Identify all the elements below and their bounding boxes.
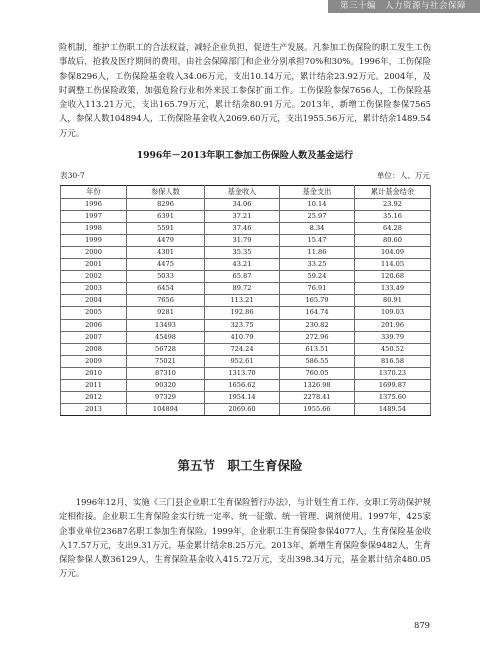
section-paragraph: 1996年12月，实施《三门县企业职工生育保险暂行办法》，与计划生育工作、女职工劳动保护规定相衔接。企业职工生育保险金实行统一定率、统一征缴、统一管理、调剂使用。1997年，425家企事业单位23687名职工参加生育保险。1999年，企业职工生育保险参保4077人，生育保险基金收入17.57万元，支出9.31万元，基金累计结余8.25万元。2013年，新增生育保险参保9482人，生育保险参保人数36129人，生育保险基金收入415.72万元，支出398.34万元，基金累计结余480.05万元。 bbox=[59, 497, 431, 579]
cell-income: 35.35 bbox=[205, 246, 280, 258]
cell-income: 34.06 bbox=[205, 198, 280, 210]
cell-expense: 272.96 bbox=[280, 331, 355, 343]
header-text: 第三十编 人力资源与社会保障 bbox=[339, 1, 466, 11]
cell-balance: 1370.23 bbox=[355, 367, 431, 379]
cell-expense: 586.55 bbox=[280, 355, 355, 367]
cell-expense: 76.91 bbox=[280, 283, 355, 295]
table-row bbox=[61, 271, 431, 283]
table-row bbox=[61, 331, 431, 343]
cell-balance: 450.52 bbox=[355, 343, 431, 355]
cell-insured: 5591 bbox=[127, 222, 205, 234]
cell-balance: 201.96 bbox=[355, 319, 431, 331]
cell-balance: 109.03 bbox=[355, 307, 431, 319]
cell-balance: 816.58 bbox=[355, 355, 431, 367]
cell-expense: 164.74 bbox=[280, 307, 355, 319]
table-row bbox=[61, 404, 431, 416]
cell-insured: 8296 bbox=[127, 198, 205, 210]
cell-balance: 1699.87 bbox=[355, 380, 431, 392]
header-insured: 参保人数 bbox=[127, 186, 205, 199]
table-row bbox=[61, 392, 431, 404]
section-title: 第五节 职工生育保险 bbox=[177, 458, 303, 473]
cell-income: 89.72 bbox=[205, 283, 280, 295]
cell-balance: 80.91 bbox=[355, 295, 431, 307]
cell-balance: 80.60 bbox=[355, 234, 431, 246]
cell-balance: 114.05 bbox=[355, 259, 431, 271]
cell-income: 952.61 bbox=[205, 355, 280, 367]
cell-expense: 2278.41 bbox=[280, 392, 355, 404]
cell-year: 2000 bbox=[61, 246, 127, 258]
table-row bbox=[61, 380, 431, 392]
table-body bbox=[61, 198, 431, 416]
cell-insured: 75021 bbox=[127, 355, 205, 367]
page-header bbox=[0, 0, 480, 14]
cell-insured: 13493 bbox=[127, 319, 205, 331]
cell-balance: 104.09 bbox=[355, 246, 431, 258]
cell-expense: 33.25 bbox=[280, 259, 355, 271]
table-meta bbox=[60, 171, 430, 181]
cell-year: 2001 bbox=[61, 259, 127, 271]
header-expense: 基金支出 bbox=[280, 186, 355, 199]
cell-balance: 64.28 bbox=[355, 222, 431, 234]
cell-year: 2010 bbox=[61, 367, 127, 379]
cell-year: 1998 bbox=[61, 222, 127, 234]
cell-insured: 6454 bbox=[127, 283, 205, 295]
cell-income: 323.75 bbox=[205, 319, 280, 331]
table-row bbox=[61, 367, 431, 379]
cell-insured: 6391 bbox=[127, 210, 205, 222]
insurance-table bbox=[60, 185, 431, 416]
cell-insured: 5033 bbox=[127, 271, 205, 283]
intro-paragraph: 险机制，维护工伤职工的合法权益，减轻企业负担，促进生产发展。凡参加工伤保险的职工发生工伤事故后，抢救及医疗期间的费用，由社会保障部门和企业分别承担70%和30%。1996年，工伤保险参保8296人，工伤保险基金收入34.06万元，支出10.14万元，累计结余23.92万元。2004年，及时调整工伤保险政策，加强危险行业和外来民工参保扩面工作。工伤保险参保7656人，工伤保险基金收入113.21万元，支出165.79万元，累计结余80.91万元。2013年，新增工伤保险参保7565人，参保人数104894人，工伤保险基金收入2069.60万元，支出1955.56万元，累计结余1489.54万元。 bbox=[59, 42, 431, 138]
cell-year: 2004 bbox=[61, 295, 127, 307]
table-row bbox=[61, 295, 431, 307]
cell-expense: 230.82 bbox=[280, 319, 355, 331]
cell-expense: 8.34 bbox=[280, 222, 355, 234]
cell-income: 43.21 bbox=[205, 259, 280, 271]
cell-income: 31.79 bbox=[205, 234, 280, 246]
cell-insured: 4475 bbox=[127, 259, 205, 271]
cell-balance: 133.49 bbox=[355, 283, 431, 295]
cell-balance: 1375.60 bbox=[355, 392, 431, 404]
cell-expense: 25.97 bbox=[280, 210, 355, 222]
table-row bbox=[61, 222, 431, 234]
cell-year: 1997 bbox=[61, 210, 127, 222]
cell-year: 2008 bbox=[61, 343, 127, 355]
cell-expense: 165.79 bbox=[280, 295, 355, 307]
cell-income: 192.86 bbox=[205, 307, 280, 319]
cell-year: 2003 bbox=[61, 283, 127, 295]
table-header-row bbox=[61, 186, 431, 199]
cell-insured: 4301 bbox=[127, 246, 205, 258]
cell-year: 2002 bbox=[61, 271, 127, 283]
table-number: 表30-7 bbox=[60, 171, 85, 180]
table-row bbox=[61, 259, 431, 271]
cell-expense: 15.47 bbox=[280, 234, 355, 246]
cell-insured: 4479 bbox=[127, 234, 205, 246]
cell-insured: 56728 bbox=[127, 343, 205, 355]
cell-expense: 1955.66 bbox=[280, 404, 355, 416]
cell-year: 2005 bbox=[61, 307, 127, 319]
page-number: 879 bbox=[414, 620, 430, 630]
cell-expense: 59.24 bbox=[280, 271, 355, 283]
cell-balance: 23.92 bbox=[355, 198, 431, 210]
cell-year: 2013 bbox=[61, 404, 127, 416]
cell-year: 1999 bbox=[61, 234, 127, 246]
cell-insured: 97329 bbox=[127, 392, 205, 404]
table-row bbox=[61, 283, 431, 295]
cell-income: 410.79 bbox=[205, 331, 280, 343]
table-row bbox=[61, 246, 431, 258]
table-row bbox=[61, 307, 431, 319]
cell-income: 37.21 bbox=[205, 210, 280, 222]
cell-income: 2069.60 bbox=[205, 404, 280, 416]
cell-year: 2009 bbox=[61, 355, 127, 367]
table-row bbox=[61, 355, 431, 367]
header-year: 年份 bbox=[61, 186, 127, 199]
cell-insured: 90320 bbox=[127, 380, 205, 392]
table-unit: 单位：人、万元 bbox=[376, 171, 430, 180]
cell-insured: 104894 bbox=[127, 404, 205, 416]
cell-insured: 45498 bbox=[127, 331, 205, 343]
header-income: 基金收入 bbox=[205, 186, 280, 199]
cell-year: 1996 bbox=[61, 198, 127, 210]
header-balance: 累计基金结余 bbox=[355, 186, 431, 199]
cell-income: 113.21 bbox=[205, 295, 280, 307]
table-row bbox=[61, 234, 431, 246]
cell-income: 1656.62 bbox=[205, 380, 280, 392]
cell-income: 65.87 bbox=[205, 271, 280, 283]
cell-expense: 11.86 bbox=[280, 246, 355, 258]
cell-year: 2007 bbox=[61, 331, 127, 343]
cell-balance: 1489.54 bbox=[355, 404, 431, 416]
cell-insured: 7656 bbox=[127, 295, 205, 307]
cell-insured: 9281 bbox=[127, 307, 205, 319]
cell-expense: 10.14 bbox=[280, 198, 355, 210]
cell-balance: 120.68 bbox=[355, 271, 431, 283]
cell-expense: 1326.98 bbox=[280, 380, 355, 392]
cell-balance: 35.16 bbox=[355, 210, 431, 222]
table-title: 1996年－2013年职工参加工伤保险人数及基金运行 bbox=[136, 150, 354, 161]
cell-expense: 613.51 bbox=[280, 343, 355, 355]
cell-income: 37.46 bbox=[205, 222, 280, 234]
cell-insured: 87310 bbox=[127, 367, 205, 379]
cell-income: 1954.14 bbox=[205, 392, 280, 404]
table-row bbox=[61, 210, 431, 222]
cell-balance: 339.79 bbox=[355, 331, 431, 343]
table-row bbox=[61, 343, 431, 355]
cell-income: 1313.70 bbox=[205, 367, 280, 379]
cell-year: 2012 bbox=[61, 392, 127, 404]
cell-year: 2011 bbox=[61, 380, 127, 392]
table-row bbox=[61, 319, 431, 331]
cell-expense: 760.05 bbox=[280, 367, 355, 379]
table-row bbox=[61, 198, 431, 210]
cell-income: 724.24 bbox=[205, 343, 280, 355]
cell-year: 2006 bbox=[61, 319, 127, 331]
